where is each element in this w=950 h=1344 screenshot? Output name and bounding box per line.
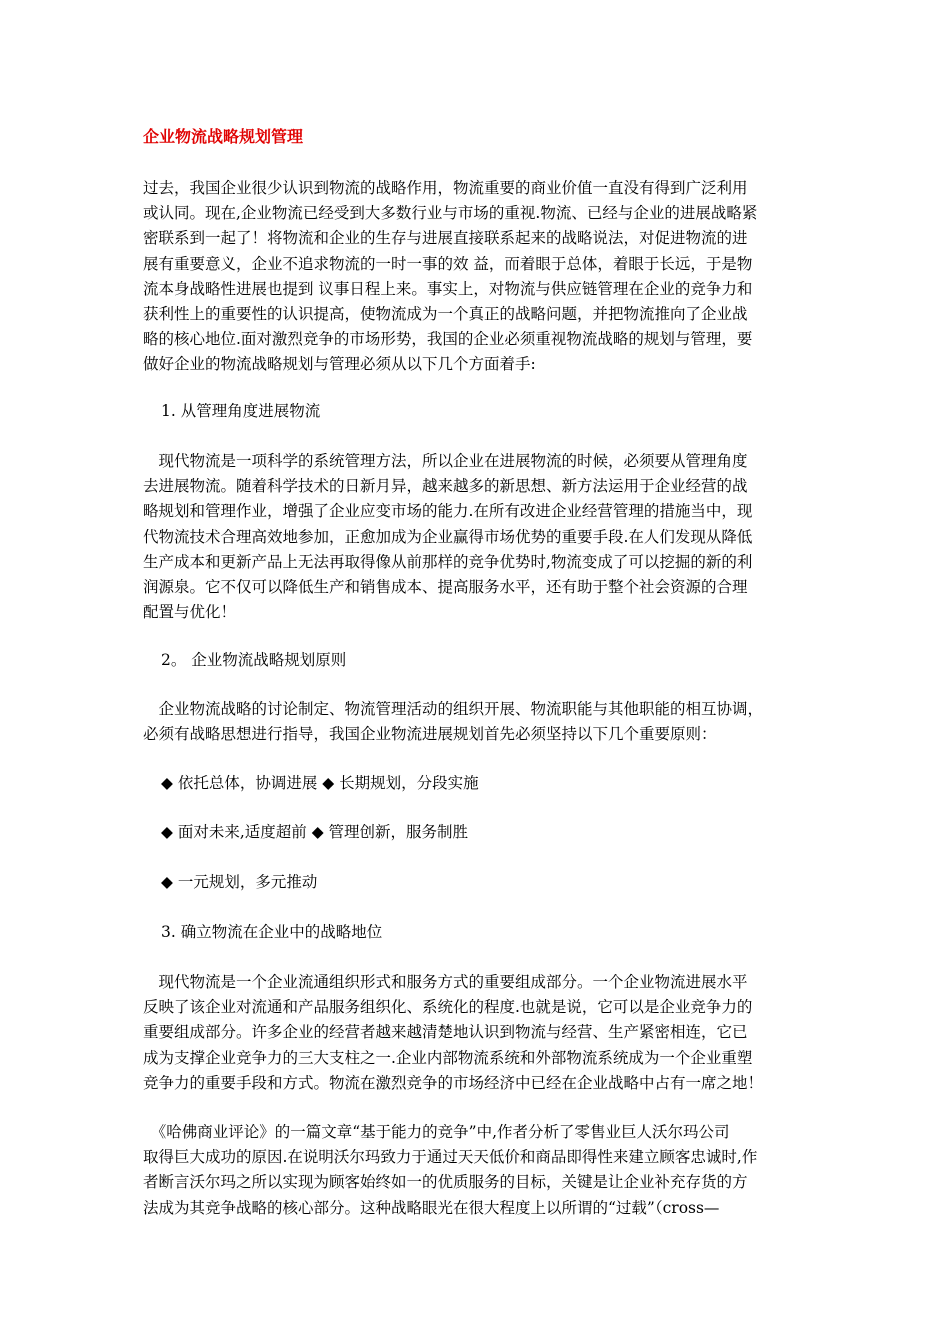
intro-paragraph [143, 176, 823, 378]
text-line: 代物流技术合理高效地参加，正愈加成为企业赢得市场优势的重要手段.在人们发现从降低 [143, 527, 753, 546]
text-line: 去进展物流。随着科学技术的日新月异，越来越多的新思想、新方法运用于企业经营的战 [143, 477, 748, 496]
text-line: 略规划和管理作业，增强了企业应变市场的能力.在所有改进企业经营管理的措施当中，现 [143, 502, 753, 521]
text-line: 现代物流是一个企业流通组织形式和服务方式的重要组成部分。一个企业物流进展水平 [143, 973, 748, 991]
text-line: 获利性上的重要性的认识提高，使物流成为一个真正的战略问题，并把物流推向了企业战 [143, 305, 748, 324]
text-line: 展有重要意义，企业不追求物流的一时一事的效 益，而着眼于总体，着眼于长远，于是物 [143, 254, 753, 273]
text-line: 必须有战略思想进行指导，我国企业物流进展规划首先必须坚持以下几个重要原则： [143, 725, 717, 744]
principle-bullet-line: ◆ 依托总体，协调进展 ◆ 长期规划，分段实施 [161, 774, 479, 792]
text-line: 或认同。现在,企业物流已经受到大多数行业与市场的重视.物流、已经与企业的进展战略紧 [143, 204, 758, 223]
section-3-paragraph [143, 970, 823, 1096]
text-line: 生产成本和更新产品上无法再取得像从前那样的竞争优势时,物流变成了可以挖掘的新的利 [143, 552, 753, 571]
text-line: 法成为其竞争战略的核心部分。这种战略眼光在很大程度上以所谓的“过载”（cross— [143, 1198, 720, 1217]
section-3-paragraph-2 [143, 1120, 823, 1221]
section-2-heading: 2。 企业物流战略规划原则 [161, 651, 347, 669]
text-line: 过去，我国企业很少认识到物流的战略作用，物流重要的商业价值一直没有得到广泛利用 [143, 179, 748, 197]
text-line: 取得巨大成功的原因.在说明沃尔玛致力于通过天天低价和商品即得性来建立顾客忠诚时,作 [143, 1148, 758, 1167]
text-line: 略的核心地位.面对激烈竞争的市场形势，我国的企业必须重视物流战略的规划与管理，要 [143, 330, 753, 349]
text-line: 者断言沃尔玛之所以实现为顾客始终如一的优质服务的目标，关键是让企业补充存货的方 [143, 1173, 748, 1192]
text-line: 现代物流是一项科学的系统管理方法，所以企业在进展物流的时候，必须要从管理角度 [143, 452, 748, 470]
text-line: 密联系到一起了！将物流和企业的生存与进展直接联系起来的战略说法，对促进物流的进 [143, 229, 748, 248]
principle-bullet-line: ◆ 面对未来,适度超前 ◆ 管理创新，服务制胜 [161, 823, 469, 841]
section-1-heading: 1. 从管理角度进展物流 [161, 402, 321, 420]
text-line: 润源泉。它不仅可以降低生产和销售成本、提高服务水平，还有助于整个社会资源的合理 [143, 578, 748, 597]
text-line: 重要组成部分。许多企业的经营者越来越清楚地认识到物流与经营、生产紧密相连，它已 [143, 1023, 748, 1042]
text-line: 做好企业的物流战略规划与管理必须从以下几个方面着手: [143, 355, 536, 374]
text-line: 流本身战略性进展也提到 议事日程上来。事实上，对物流与供应链管理在企业的竞争力和 [143, 279, 753, 298]
text-line: 配置与优化！ [143, 603, 237, 622]
text-line: 企业物流战略的讨论制定、物流管理活动的组织开展、物流职能与其他职能的相互协调， [143, 700, 764, 718]
text-line: 《哈佛商业评论》的一篇文章“基于能力的竞争”中,作者分析了零售业巨人沃尔玛公司 [143, 1123, 730, 1141]
section-1-paragraph [143, 449, 823, 625]
text-line: 反映了该企业对流通和产品服务组织化、系统化的程度.也就是说，它可以是企业竞争力的 [143, 998, 753, 1017]
section-3-heading: 3. 确立物流在企业中的战略地位 [161, 923, 383, 941]
principle-bullet-line: ◆ 一元规划，多元推动 [161, 873, 318, 891]
text-line: 成为支撑企业竞争力的三大支柱之一.企业内部物流系统和外部物流系统成为一个企业重塑 [143, 1048, 753, 1067]
document-title: 企业物流战略规划管理 [143, 127, 304, 146]
text-line: 竞争力的重要手段和方式。物流在激烈竞争的市场经济中已经在企业战略中占有一席之地！ [143, 1073, 764, 1092]
section-2-paragraph [143, 697, 823, 747]
